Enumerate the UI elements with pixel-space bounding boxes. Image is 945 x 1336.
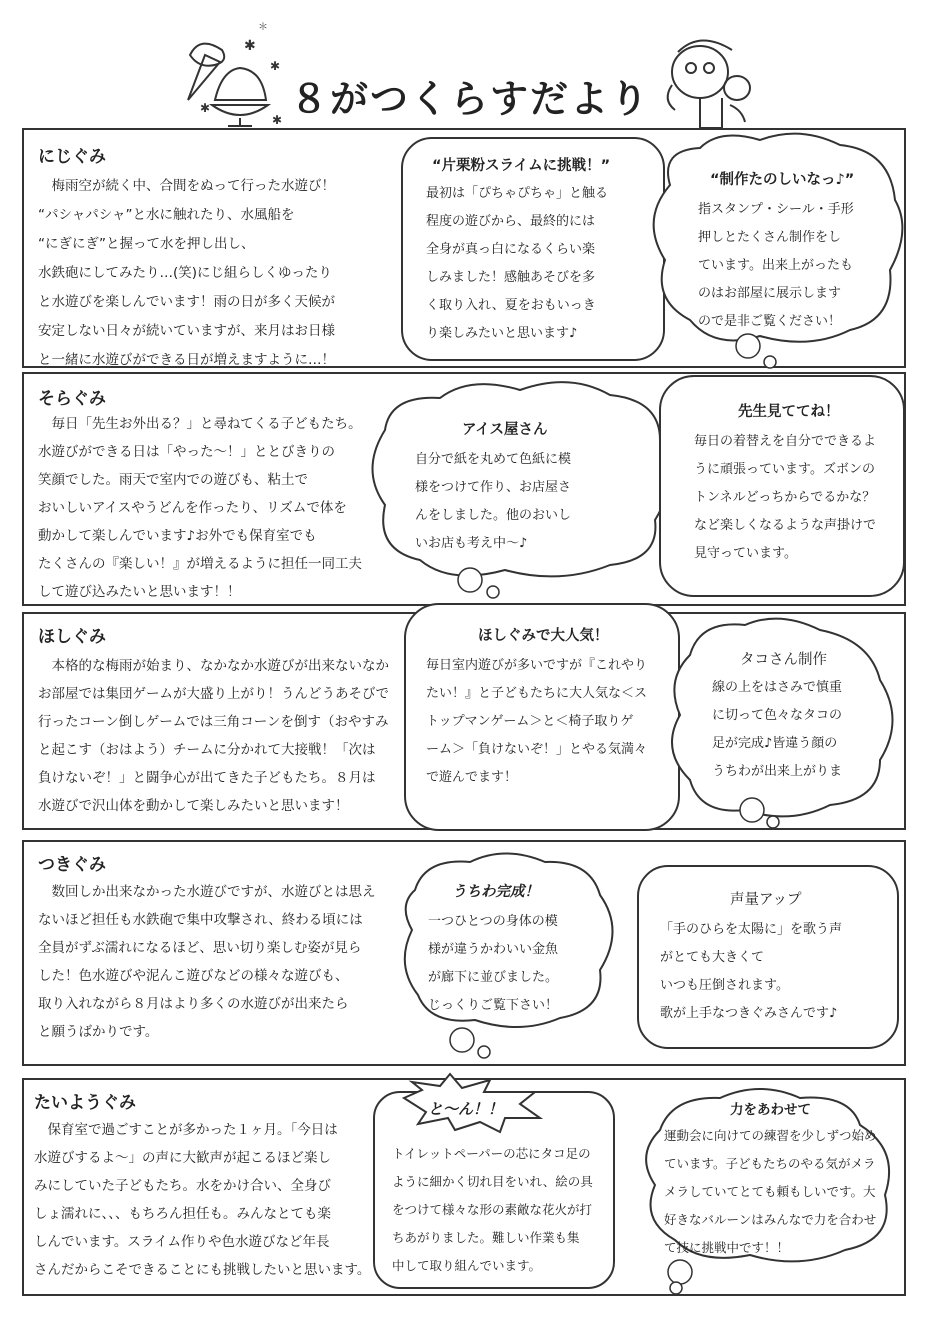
bubble-line: トンネルどっちからでるかな？ — [694, 490, 876, 505]
bubble-line: ように細かく切れ目をいれ、絵の具 — [392, 1174, 593, 1189]
bubble-line: で遊んでます！ — [426, 770, 518, 785]
bubble-line: 様が違うかわいい金魚 — [428, 942, 559, 957]
bubble-line: 「手のひらを太陽に」を歌う声 — [660, 922, 843, 937]
bubble-line: しみました！感触あそびを多 — [426, 270, 596, 285]
body-line: 水遊びで沢山体を動かして楽しみたいと思います！ — [38, 798, 349, 814]
bubble-line: 程度の遊びから、最終的には — [426, 214, 596, 229]
bubble-line: うに頑張っています。ズボンの — [694, 462, 875, 477]
bubble-line: 押しとたくさん制作をし — [698, 230, 842, 245]
body-line: と起こす（おはよう）チームに分かれて大接戦！「次は — [38, 742, 376, 758]
body-line: お部屋では集団ゲームが大盛り上がり！うんどうあそびで — [38, 686, 389, 702]
bubble-line: が廊下に並びました。 — [428, 970, 559, 985]
bubble-title: “制作たのしいなっ♪” — [710, 172, 855, 188]
bubble-title: タコさん制作 — [740, 652, 827, 668]
bubble-line: 中して取り組んでいます。 — [392, 1258, 542, 1273]
section-title: そらぐみ — [38, 389, 106, 409]
svg-text:＊: ＊ — [258, 22, 268, 33]
section-title: にじぐみ — [38, 147, 106, 167]
bubble-line: 足が完成♪皆違う顔の — [712, 736, 838, 751]
body-line: 行ったコーン倒しゲームでは三角コーンを倒す（おやすみ — [38, 714, 389, 730]
bubble-line: たい！』と子どもたちに大人気な＜ス — [426, 686, 648, 701]
body-line: 笑顔でした。雨天で室内での遊びも、粘土で — [38, 472, 308, 488]
body-line: ないほど担任も水鉄砲で集中攻撃され、終わる頃には — [38, 912, 363, 928]
section-title: たいようぐみ — [34, 1093, 136, 1113]
bubble-line: 毎日の着替えを自分でできるよ — [694, 434, 877, 449]
bubble-line: に切って色々なタコの — [712, 708, 843, 723]
body-line: 保育室で過ごすことが多かった１ヶ月。「今日は — [34, 1122, 338, 1138]
body-line: 水遊びするよ～」の声に大歓声が起こるほど楽し — [34, 1150, 331, 1166]
page-title: ８がつくらすだより — [290, 77, 651, 121]
bubble-line: 運動会に向けての練習を少しずつ始め — [664, 1128, 877, 1143]
body-line: “にぎにぎ”と握って水を押し出し、 — [38, 236, 255, 252]
body-line: 安定しない日々が続いていますが、来月はお日様 — [38, 323, 335, 339]
bubble-line: がとても大きくて — [660, 950, 765, 965]
body-line: 全員がずぶ濡れになるほど、思い切り楽しむ姿が見ら — [38, 940, 362, 956]
bubble-title: 声量アップ — [730, 892, 802, 908]
bubble-line: 一つひとつの身体の模 — [428, 914, 558, 929]
body-line: “パシャパシャ”と水に触れたり、水風船を — [38, 207, 295, 223]
body-line: おいしいアイスやうどんを作ったり、リズムで体を — [38, 500, 347, 516]
bubble-title: アイス屋さん — [462, 422, 548, 438]
bubble-line: 様をつけて作り、お店屋さ — [415, 480, 572, 495]
bubble-line: 最初は「ぴちゃぴちゃ」と触る — [426, 186, 609, 201]
bubble-line: て技に挑戦中です！！ — [664, 1240, 790, 1255]
body-line: 梅雨空が続く中、合間をぬって行った水遊び！ — [38, 178, 335, 194]
bubble-line: ので是非ご覧ください！ — [698, 314, 842, 329]
bubble-title: “片栗粉スライムに挑戦！” — [432, 158, 611, 174]
svg-text:✱: ✱ — [270, 59, 281, 73]
bubble-line: ーム＞「負けないぞ！」とやる気満々 — [426, 742, 648, 757]
body-line: しょ濡れに、、、もちろん担任も。みんなとても楽 — [34, 1206, 331, 1222]
bubble-line: いつも圧倒されます。 — [660, 978, 789, 993]
bubble-line: のはお部屋に展示します — [698, 286, 842, 301]
bubble-line: 歌が上手なつきぐみさんです♪ — [660, 1006, 838, 1021]
body-line: しんでいます。スライム作りや色水遊びなど年長 — [34, 1234, 330, 1250]
body-line: 数回しか出来なかった水遊びですが、水遊びとは思え — [38, 884, 376, 900]
body-line: と一緒に水遊びができる日が増えますように…！ — [38, 352, 335, 368]
svg-text:✱: ✱ — [244, 38, 256, 54]
bubble-line: ちあがりました。難しい作業も集 — [392, 1230, 580, 1245]
section-title: つきぐみ — [38, 855, 106, 875]
bubble-line: り楽しみたいと思います♪ — [426, 326, 578, 341]
body-line: 水遊びができる日は「やった～！」ととびきりの — [38, 444, 335, 460]
body-line: 本格的な梅雨が始まり、なかなか水遊びが出来ないなか — [38, 658, 389, 674]
bubble-line: いお店も考え中～♪ — [415, 536, 528, 551]
bubble-line: 好きなバルーンはみんなで力を合わせ — [664, 1212, 877, 1227]
body-line: 負けないぞ！」と闘争心が出てきた子どもたち。８月は — [38, 770, 376, 786]
bubble-line: をつけて様々な形の素敵な花火が打 — [392, 1202, 593, 1217]
bubble-line: メラしていてとても頼もしいです。大 — [664, 1184, 876, 1199]
bubble-line: 見守っています。 — [694, 546, 797, 561]
bubble-line: トイレットペーパーの芯にタコ足の — [392, 1146, 591, 1161]
body-line: した！色水遊びや泥んこ遊びなどの様々な遊びも、 — [38, 968, 349, 984]
bubble-line: ています。子どもたちのやる気がメラ — [664, 1156, 876, 1171]
bubble-line: じっくりご覧下さい！ — [428, 998, 559, 1013]
bubble-title: うちわ完成！ — [452, 884, 539, 900]
body-line: 毎日「先生お外出る？」と尋ねてくる子どもたち。 — [38, 416, 362, 432]
bubble-title: 力をあわせて — [730, 1102, 811, 1118]
bubble-line: 全身が真っ白になるくらい楽 — [426, 242, 596, 257]
bubble-line: うちわが出来上がりま — [712, 764, 843, 779]
body-line: と願うばかりです。 — [38, 1024, 159, 1040]
bubble-title: と～ん！！ — [428, 1100, 504, 1118]
bubble-line: など楽しくなるような声掛けで — [694, 518, 877, 533]
body-line: 水鉄砲にしてみたり…(笑)にじ組らしくゆったり — [38, 265, 332, 281]
bubble-line: 線の上をはさみで慎重 — [712, 680, 843, 695]
bubble-line: く取り入れ、夏をおもいっき — [426, 298, 596, 313]
bubble-title: 先生見ててね！ — [738, 404, 840, 420]
bubble-line: ています。出来上がったも — [698, 258, 853, 273]
body-line: みにしていた子どもたち。水をかけ合い、全身び — [34, 1178, 331, 1194]
body-line: と水遊びを楽しんでいます！雨の日が多く天候が — [38, 294, 335, 310]
section-title: ほしぐみ — [38, 627, 106, 647]
bubble-line: んをしました。他のおいし — [415, 508, 572, 523]
body-line: 動かして楽しんでいます♪お外でも保育室でも — [38, 528, 317, 544]
body-line: さんだからこそできることにも挑戦したいと思います。 — [34, 1262, 371, 1278]
svg-text:✱: ✱ — [200, 101, 211, 115]
bubble-line: 自分で紙を丸めて色紙に模 — [415, 452, 572, 467]
body-line: して遊び込みたいと思います！！ — [38, 584, 241, 600]
bubble-title: ほしぐみで大人気！ — [478, 628, 609, 644]
body-line: たくさんの『楽しい！』が増えるように担任一同工夫 — [38, 556, 362, 572]
body-line: 取り入れながら８月はより多くの水遊びが出来たら — [38, 996, 349, 1012]
bubble-line: トップマンゲーム＞と＜椅子取りゲ — [426, 714, 634, 729]
bubble-line: 指スタンプ・シール・手形 — [698, 202, 854, 217]
svg-text:✱: ✱ — [272, 113, 283, 127]
bubble-line: 毎日室内遊びが多いですが『これやり — [426, 658, 648, 673]
